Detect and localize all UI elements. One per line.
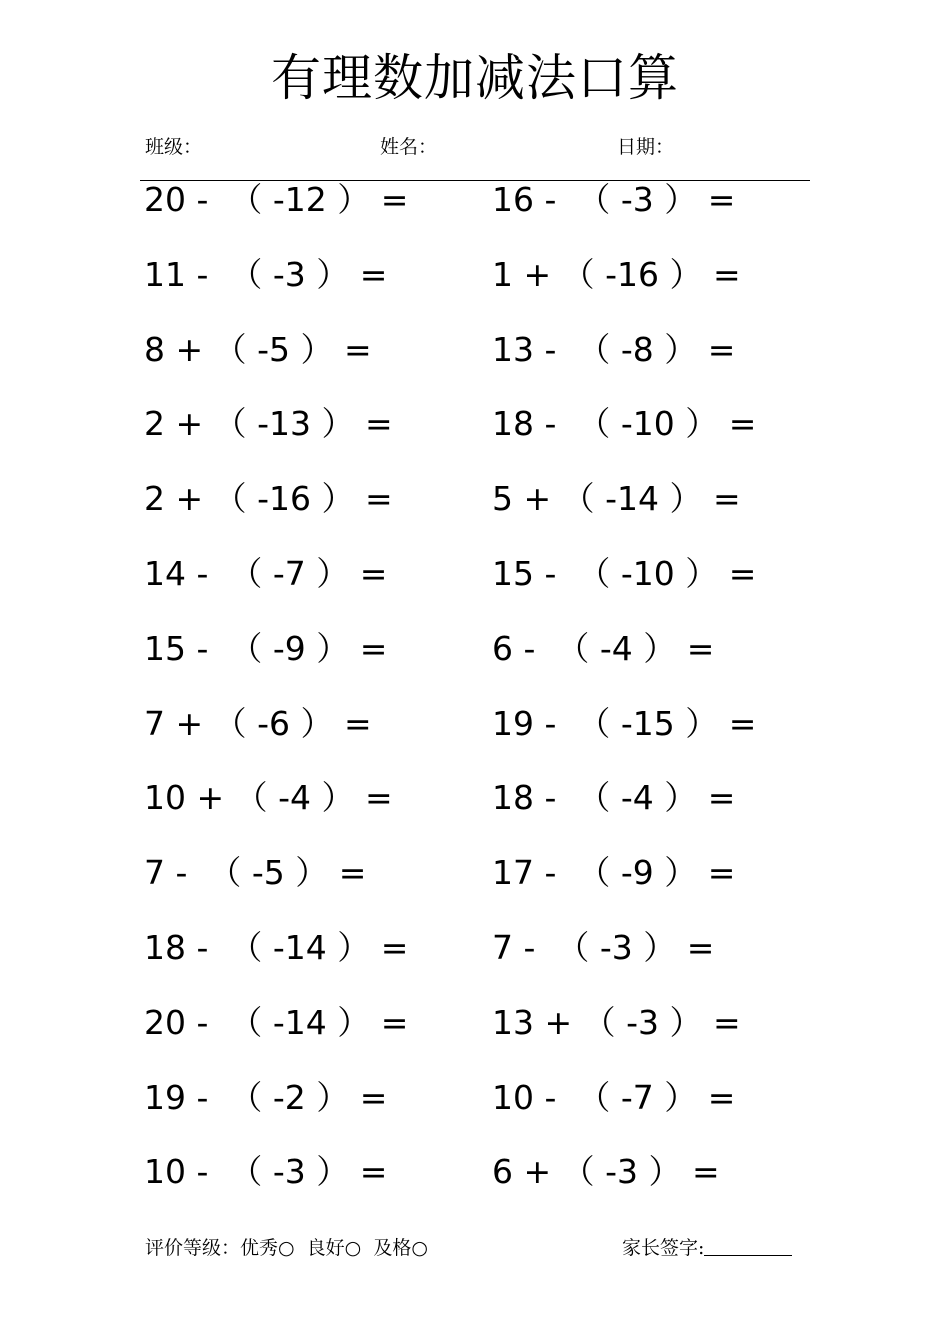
- problem-item: 6 - （ -4 ） =: [492, 628, 715, 668]
- problem-item: 10 - （ -7 ） =: [492, 1077, 736, 1117]
- problem-item: 13 - （ -8 ） =: [492, 329, 736, 369]
- problem-item: 10 + （ -4 ） =: [144, 778, 393, 818]
- problem-item: 10 - （ -3 ） =: [144, 1152, 388, 1192]
- problem-item: 5 + （ -14 ） =: [492, 479, 741, 519]
- problem-item: 15 - （ -9 ） =: [144, 628, 388, 668]
- problem-item: 7 - （ -5 ） =: [144, 853, 367, 893]
- problem-item: 2 + （ -13 ） =: [144, 404, 393, 444]
- problem-item: 8 + （ -5 ） =: [144, 329, 372, 369]
- problem-item: 13 + （ -3 ） =: [492, 1002, 741, 1042]
- problem-item: 17 - （ -9 ） =: [492, 853, 736, 893]
- problem-item: 7 + （ -6 ） =: [144, 703, 372, 743]
- problem-item: 20 - （ -14 ） =: [144, 1002, 409, 1042]
- problem-item: 16 - （ -3 ） =: [492, 180, 736, 219]
- problem-item: 15 - （ -10 ） =: [492, 553, 757, 593]
- problem-item: 18 - （ -14 ） =: [144, 927, 409, 967]
- parent-signature-label: 家长签字:: [622, 1237, 705, 1259]
- problem-item: 19 - （ -15 ） =: [492, 703, 757, 743]
- problem-item: 18 - （ -4 ） =: [492, 778, 736, 818]
- parent-signature: [622, 1233, 792, 1260]
- problem-item: 11 - （ -3 ） =: [144, 254, 388, 294]
- problem-item: 20 - （ -12 ） =: [144, 180, 409, 219]
- problem-item: 6 + （ -3 ） =: [492, 1152, 720, 1192]
- problem-item: 18 - （ -10 ） =: [492, 404, 757, 444]
- problem-item: 19 - （ -2 ） =: [144, 1077, 388, 1117]
- name-label: 姓名：: [380, 136, 438, 158]
- problem-grid: [144, 178, 824, 1225]
- signature-line: [704, 1235, 792, 1256]
- date-label: 日期：: [617, 136, 675, 158]
- problem-item: 2 + （ -16 ） =: [144, 479, 393, 519]
- problem-item: 14 - （ -7 ） =: [144, 553, 388, 593]
- evaluation-text: 评价等级：优秀○ 良好○ 及格○: [145, 1237, 428, 1259]
- class-label: 班级：: [145, 136, 203, 158]
- problem-item: 7 - （ -3 ） =: [492, 927, 715, 967]
- page-title: 有理数加减法口算: [271, 49, 679, 107]
- problem-item: 1 + （ -16 ） =: [492, 254, 741, 294]
